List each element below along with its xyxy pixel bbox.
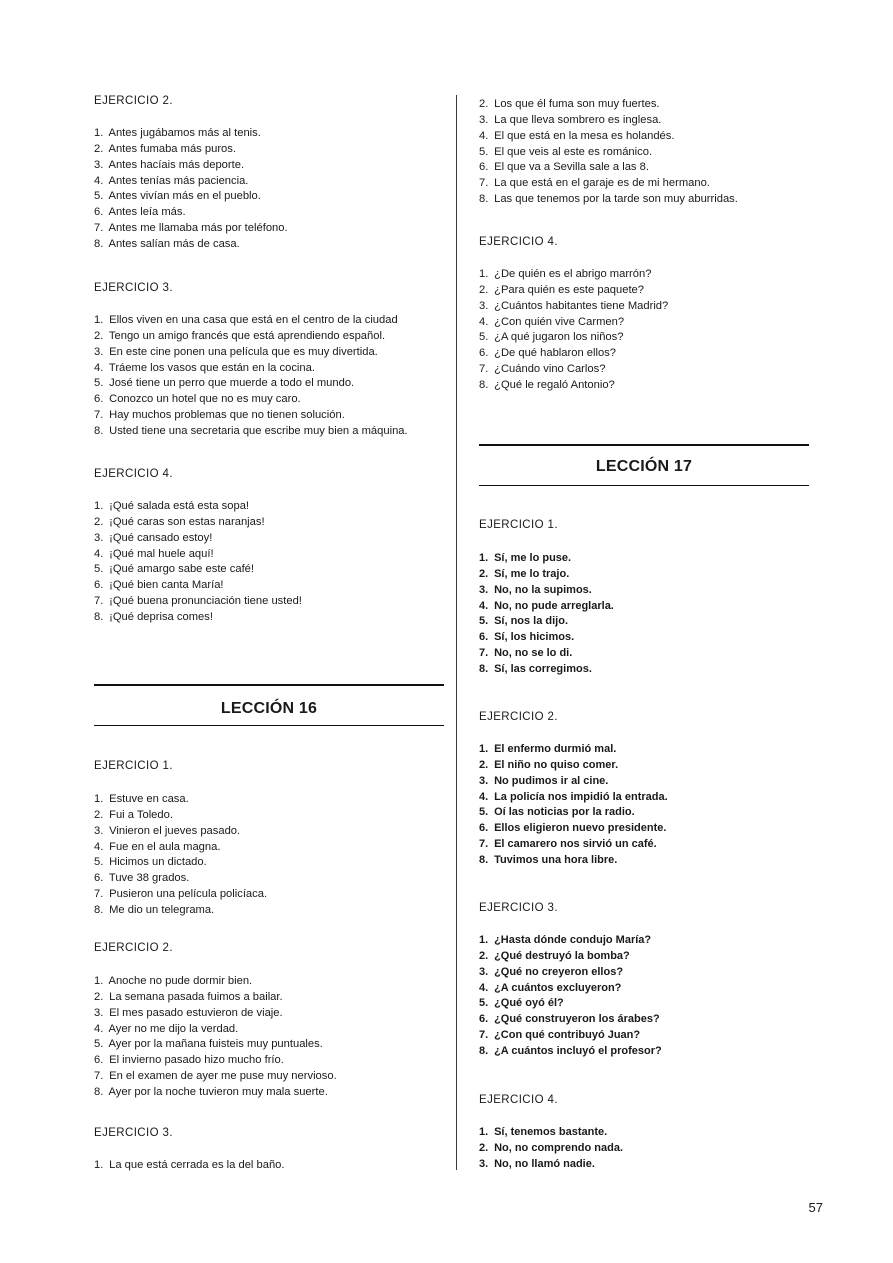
list-item [479, 97, 738, 113]
list-item [94, 237, 288, 253]
list-item [94, 840, 267, 856]
item-number: 5. [94, 190, 104, 203]
item-text: Antes jugábamos más al tenis. [108, 127, 261, 139]
item-number: 8. [479, 853, 489, 866]
list-item [94, 189, 288, 205]
answer-list [94, 313, 408, 440]
list-item [94, 1053, 337, 1069]
item-number: 1. [479, 552, 489, 564]
item-number: 5. [479, 806, 489, 819]
item-text: Ayer no me dijo la verdad. [108, 1022, 239, 1035]
item-number: 5. [479, 145, 489, 158]
item-number: 7. [94, 595, 104, 608]
item-text: Antes salían más de casa. [108, 237, 240, 250]
item-text: Sí, me lo trajo. [494, 567, 570, 580]
item-number: 8. [94, 903, 104, 916]
list-item [94, 855, 267, 871]
item-text: Tuvimos una hora libre. [494, 853, 618, 866]
list-item [94, 578, 302, 594]
item-text: Vinieron el jueves pasado. [109, 824, 241, 837]
exercise-heading: EJERCICIO 1. [94, 760, 173, 772]
item-number: 2. [94, 515, 104, 528]
item-text: Las que tenemos por la tarde son muy aburridas. [494, 193, 738, 206]
item-number: 4. [94, 361, 104, 374]
item-text: Tráeme los vasos que están en la cocina. [108, 361, 315, 374]
list-item [479, 742, 668, 758]
list-item [94, 515, 302, 531]
item-number: 2. [94, 329, 104, 342]
list-item [479, 299, 668, 315]
item-text: Antes tenías más paciencia. [108, 174, 249, 187]
item-text: ¿A qué jugaron los niños? [494, 331, 624, 344]
exercise-heading: EJERCICIO 1. [479, 519, 558, 531]
list-item [479, 1012, 662, 1028]
item-number: 4. [479, 981, 489, 994]
list-item [479, 837, 668, 853]
item-text: ¿Cuántos habitantes tiene Madrid? [494, 299, 669, 312]
list-item [479, 267, 668, 283]
item-text: Conozco un hotel que no es muy caro. [109, 393, 301, 406]
exercise-heading: EJERCICIO 2. [94, 942, 173, 954]
item-text: La que está cerrada es la del baño. [109, 1159, 285, 1171]
list-item [94, 974, 337, 990]
item-number: 8. [94, 1085, 104, 1098]
list-item [94, 1006, 337, 1022]
lesson-rule-top [479, 444, 809, 446]
list-item [479, 774, 668, 790]
answer-list [479, 551, 614, 678]
exercise-heading: EJERCICIO 4. [479, 1094, 558, 1106]
list-item [479, 145, 738, 161]
list-item [94, 871, 267, 887]
item-number: 4. [479, 129, 489, 142]
list-item [94, 594, 302, 610]
item-text: El que veis al este es románico. [494, 145, 653, 158]
item-number: 4. [94, 840, 104, 853]
item-number: 3. [479, 1157, 489, 1170]
item-number: 1. [479, 743, 489, 755]
item-number: 3. [479, 583, 489, 596]
list-item [479, 176, 738, 192]
list-item [94, 376, 408, 392]
item-text: Hay muchos problemas que no tienen solución. [109, 409, 345, 422]
item-number: 2. [479, 758, 489, 771]
answer-list [479, 933, 662, 1060]
list-item [479, 378, 668, 394]
item-number: 4. [479, 599, 489, 612]
item-text: El camarero nos sirvió un café. [494, 838, 657, 851]
item-text: No, no llamó nadie. [494, 1157, 595, 1170]
list-item [479, 283, 668, 299]
item-number: 2. [479, 567, 489, 580]
exercise-heading: EJERCICIO 4. [479, 236, 558, 248]
list-item [94, 610, 302, 626]
item-number: 1. [94, 975, 104, 987]
item-text: Antes fumaba más puros. [108, 142, 236, 155]
exercise-heading: EJERCICIO 4. [94, 468, 173, 480]
list-item [94, 562, 302, 578]
list-item [479, 1028, 662, 1044]
list-item [94, 792, 267, 808]
item-number: 6. [479, 1013, 489, 1026]
answer-list [479, 742, 668, 869]
item-text: El invierno pasado hizo mucho frío. [109, 1054, 284, 1067]
item-text: Estuve en casa. [109, 793, 189, 805]
list-item [479, 949, 662, 965]
list-item [94, 903, 267, 919]
item-number: 6. [479, 347, 489, 360]
item-text: ¡Qué deprisa comes! [109, 610, 213, 623]
list-item [94, 392, 408, 408]
item-text: ¿Qué destruyó la bomba? [494, 949, 630, 962]
item-text: No, no pude arreglarla. [494, 599, 614, 612]
list-item [479, 330, 668, 346]
list-item [94, 126, 288, 142]
list-item [94, 547, 302, 563]
item-number: 6. [94, 579, 104, 592]
item-number: 4. [479, 315, 489, 328]
item-text: ¿Para quién es este paquete? [494, 283, 645, 296]
item-number: 7. [479, 647, 489, 660]
item-text: El enfermo durmió mal. [494, 743, 617, 755]
answer-list [94, 1158, 285, 1174]
item-text: Me dio un telegrama. [109, 903, 215, 916]
list-item [479, 758, 668, 774]
item-number: 6. [479, 822, 489, 835]
item-text: ¿Qué oyó él? [494, 997, 564, 1010]
list-item [479, 614, 614, 630]
item-number: 8. [479, 662, 489, 675]
page-number: 57 [808, 1200, 823, 1215]
item-number: 2. [479, 283, 489, 296]
item-text: ¡Qué mal huele aquí! [109, 547, 214, 560]
exercise-heading: EJERCICIO 3. [94, 1127, 173, 1139]
lesson-rule-top [94, 684, 444, 686]
item-text: Fue en el aula magna. [109, 840, 221, 853]
item-number: 1. [479, 268, 489, 280]
item-number: 1. [94, 314, 104, 326]
list-item [94, 142, 288, 158]
item-number: 2. [94, 990, 104, 1003]
item-text: Anoche no pude dormir bien. [108, 975, 253, 987]
item-number: 5. [94, 856, 104, 869]
item-text: ¡Qué salada está esta sopa! [109, 500, 250, 512]
item-text: Ellos viven en una casa que está en el centro de la ciudad [109, 314, 398, 326]
item-text: El mes pasado estuvieron de viaje. [109, 1006, 283, 1019]
item-text: El que va a Sevilla sale a las 8. [494, 161, 649, 174]
item-text: La policía nos impidió la entrada. [494, 790, 668, 803]
item-number: 3. [479, 774, 489, 787]
item-text: ¡Qué buena pronunciación tiene usted! [109, 595, 302, 608]
list-item [479, 1044, 662, 1060]
item-text: ¿Hasta dónde condujo María? [494, 934, 652, 946]
item-text: ¿De quién es el abrigo marrón? [494, 268, 652, 280]
item-text: Hicimos un dictado. [109, 856, 207, 869]
list-item [94, 531, 302, 547]
item-number: 8. [479, 378, 489, 391]
item-text: ¡Qué bien canta María! [109, 579, 224, 592]
item-number: 3. [479, 299, 489, 312]
item-number: 2. [94, 808, 104, 821]
answer-list [479, 97, 738, 208]
list-item [479, 113, 738, 129]
item-text: El que está en la mesa es holandés. [494, 129, 675, 142]
item-number: 3. [94, 158, 104, 171]
item-text: Oí las noticias por la radio. [494, 806, 635, 819]
list-item [94, 1158, 285, 1174]
list-item [94, 1069, 337, 1085]
item-text: Los que él fuma son muy fuertes. [494, 98, 660, 110]
list-item [479, 853, 668, 869]
item-text: ¿Qué no creyeron ellos? [494, 965, 624, 978]
list-item [94, 1022, 337, 1038]
item-text: La semana pasada fuimos a bailar. [109, 990, 283, 1003]
item-text: ¡Qué cansado estoy! [109, 531, 213, 544]
list-item [479, 821, 668, 837]
list-item [479, 567, 614, 583]
item-number: 7. [94, 222, 104, 235]
item-text: En el examen de ayer me puse muy nervioso. [109, 1070, 337, 1083]
item-text: Fui a Toledo. [109, 808, 173, 821]
item-number: 5. [94, 563, 104, 576]
list-item [94, 408, 408, 424]
item-text: Sí, las corregimos. [494, 662, 592, 675]
list-item [479, 362, 668, 378]
item-number: 2. [94, 142, 104, 155]
item-number: 1. [94, 1159, 104, 1171]
item-number: 2. [479, 1141, 489, 1154]
item-text: El niño no quiso comer. [494, 758, 619, 771]
item-number: 3. [94, 824, 104, 837]
item-number: 7. [479, 363, 489, 376]
list-item [479, 630, 614, 646]
list-item [94, 808, 267, 824]
list-item [479, 965, 662, 981]
item-text: ¿Qué construyeron los árabes? [494, 1013, 660, 1026]
item-number: 4. [479, 790, 489, 803]
item-text: Pusieron una película policíaca. [109, 888, 268, 901]
list-item [479, 981, 662, 997]
item-number: 8. [94, 237, 104, 250]
item-text: Usted tiene una secretaria que escribe muy bien a máquina. [109, 424, 408, 437]
item-number: 1. [479, 1126, 489, 1138]
exercise-heading: EJERCICIO 3. [479, 902, 558, 914]
list-item [94, 1085, 337, 1101]
item-text: ¡Qué amargo sabe este café! [109, 563, 255, 576]
list-item [479, 1157, 623, 1173]
item-text: Ellos eligieron nuevo presidente. [494, 822, 667, 835]
list-item [479, 583, 614, 599]
item-number: 7. [94, 1070, 104, 1083]
list-item [94, 174, 288, 190]
exercise-heading: EJERCICIO 2. [479, 711, 558, 723]
item-text: Tengo un amigo francés que está aprendiendo español. [108, 329, 386, 342]
item-number: 5. [479, 615, 489, 628]
item-number: 4. [94, 174, 104, 187]
list-item [479, 160, 738, 176]
list-item [479, 662, 614, 678]
item-text: No pudimos ir al cine. [494, 774, 609, 787]
answer-list [94, 499, 302, 626]
list-item [479, 129, 738, 145]
item-number: 5. [479, 331, 489, 344]
list-item [479, 192, 738, 208]
lesson-rule-bottom [94, 725, 444, 726]
item-number: 7. [94, 888, 104, 901]
answer-list [479, 1125, 623, 1173]
item-number: 4. [94, 547, 104, 560]
item-text: Antes vivían más en el pueblo. [108, 190, 261, 203]
item-number: 3. [479, 113, 489, 126]
item-number: 6. [479, 161, 489, 174]
item-text: Ayer por la noche tuvieron muy mala suerte. [108, 1085, 328, 1098]
list-item [94, 205, 288, 221]
item-text: ¿Qué le regaló Antonio? [494, 378, 615, 391]
exercise-heading: EJERCICIO 2. [94, 95, 173, 107]
item-number: 4. [94, 1022, 104, 1035]
list-item [94, 361, 408, 377]
item-number: 8. [94, 610, 104, 623]
item-number: 8. [94, 424, 104, 437]
item-text: Sí, me lo puse. [494, 552, 572, 564]
list-item [479, 599, 614, 615]
item-number: 1. [94, 793, 104, 805]
item-number: 5. [479, 997, 489, 1010]
item-text: No, no la supimos. [494, 583, 592, 596]
item-number: 8. [479, 193, 489, 206]
list-item [94, 313, 408, 329]
item-number: 7. [479, 177, 489, 190]
item-number: 6. [94, 393, 104, 406]
list-item [479, 1141, 623, 1157]
column-divider [456, 95, 457, 1170]
item-text: Sí, nos la dijo. [494, 615, 569, 628]
item-text: José tiene un perro que muerde a todo el mundo. [109, 377, 355, 390]
answer-list [94, 792, 267, 919]
item-text: En este cine ponen una película que es muy divertida. [109, 345, 378, 358]
list-item [479, 996, 662, 1012]
item-number: 5. [94, 1038, 104, 1051]
item-number: 2. [479, 949, 489, 962]
item-number: 6. [94, 1054, 104, 1067]
answer-list [94, 126, 288, 253]
item-text: ¿Con qué contribuyó Juan? [494, 1029, 641, 1042]
list-item [94, 329, 408, 345]
list-item [94, 424, 408, 440]
exercise-heading: EJERCICIO 3. [94, 282, 173, 294]
item-number: 5. [94, 377, 104, 390]
list-item [94, 345, 408, 361]
item-text: Sí, los hicimos. [494, 631, 575, 644]
item-number: 1. [94, 500, 104, 512]
item-number: 2. [479, 98, 489, 110]
item-number: 7. [94, 409, 104, 422]
item-text: ¿Con quién vive Carmen? [494, 315, 625, 328]
list-item [94, 499, 302, 515]
item-text: Antes me llamaba más por teléfono. [108, 222, 288, 235]
item-number: 3. [94, 345, 104, 358]
item-text: No, no comprendo nada. [494, 1141, 624, 1154]
item-number: 6. [94, 872, 104, 885]
item-number: 1. [479, 934, 489, 946]
item-text: Antes hacíais más deporte. [108, 158, 245, 171]
list-item [479, 790, 668, 806]
list-item [94, 887, 267, 903]
list-item [94, 1037, 337, 1053]
item-text: ¿A cuántos incluyó el profesor? [494, 1044, 662, 1057]
item-text: Antes leía más. [108, 206, 186, 219]
answer-list [94, 974, 337, 1101]
item-number: 6. [479, 631, 489, 644]
item-text: ¿A cuántos excluyeron? [494, 981, 622, 994]
list-item [94, 221, 288, 237]
list-item [479, 646, 614, 662]
item-text: La que está en el garaje es de mi hermano. [494, 177, 710, 190]
lesson-title: LECCIÓN 17 [595, 458, 693, 475]
item-number: 1. [94, 127, 104, 139]
item-text: La que lleva sombrero es inglesa. [494, 113, 662, 126]
list-item [479, 551, 614, 567]
list-item [94, 158, 288, 174]
answer-list [479, 267, 668, 394]
lesson-title: LECCIÓN 16 [220, 700, 318, 717]
lesson-rule-bottom [479, 485, 809, 486]
list-item [479, 805, 668, 821]
item-text: Tuve 38 grados. [108, 872, 190, 885]
item-number: 7. [479, 1029, 489, 1042]
item-number: 7. [479, 838, 489, 851]
item-text: ¿De qué hablaron ellos? [494, 347, 617, 360]
item-number: 3. [94, 1006, 104, 1019]
list-item [94, 990, 337, 1006]
item-number: 8. [479, 1044, 489, 1057]
list-item [479, 933, 662, 949]
list-item [479, 346, 668, 362]
list-item [479, 1125, 623, 1141]
item-text: ¿Cuándo vino Carlos? [494, 363, 606, 376]
item-number: 3. [479, 965, 489, 978]
item-number: 3. [94, 531, 104, 544]
item-text: Ayer por la mañana fuisteis muy puntuales. [108, 1038, 323, 1051]
list-item [479, 315, 668, 331]
item-number: 6. [94, 206, 104, 219]
item-text: ¡Qué caras son estas naranjas! [109, 515, 265, 528]
list-item [94, 824, 267, 840]
item-text: No, no se lo di. [494, 647, 573, 660]
item-text: Sí, tenemos bastante. [494, 1126, 608, 1138]
